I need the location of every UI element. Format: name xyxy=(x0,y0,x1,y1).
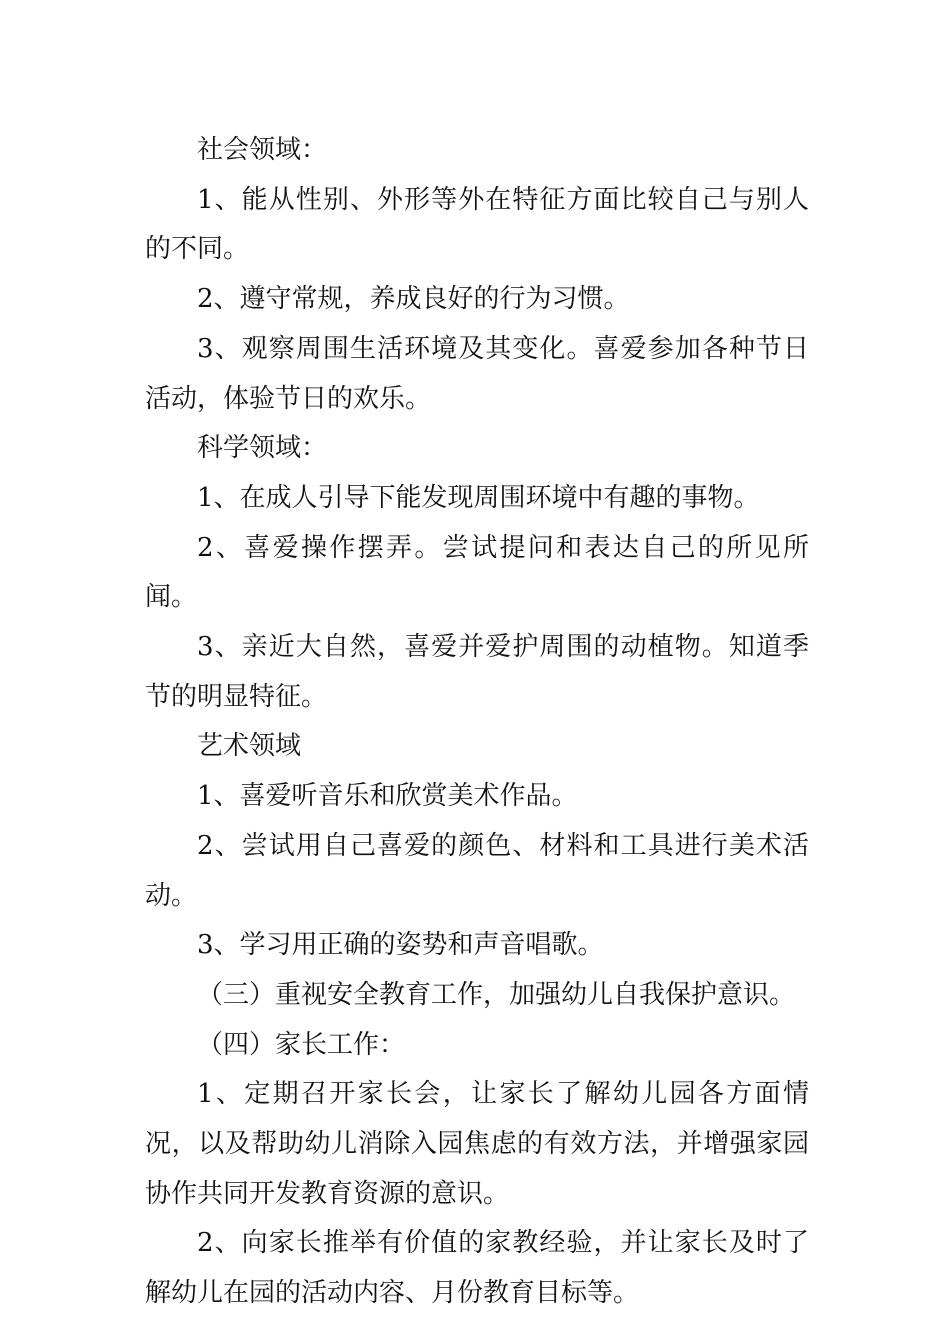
heading-science-domain: 科学领域： xyxy=(197,433,328,464)
science-item-3: 3、亲近大自然，喜爱并爱护周围的动植物。知道季节的明显特征。 xyxy=(145,632,809,712)
science-item-2: 2、喜爱操作摆弄。尝试提问和表达自己的所见所闻。 xyxy=(145,532,809,613)
art-item-3: 3、学习用正确的姿势和声音唱歌。 xyxy=(197,930,604,961)
document-body xyxy=(145,126,809,1319)
science-item-1: 1、在成人引导下能发现周围环境中有趣的事物。 xyxy=(197,482,760,513)
heading-social-domain: 社会领域： xyxy=(197,135,328,165)
section-parent-work: （四）家长工作： xyxy=(197,1029,406,1060)
parent-item-2: 2、向家长推举有价值的家教经验，并让家长及时了解幼儿在园的活动内容、月份教育目标等。 xyxy=(145,1228,809,1309)
parent-item-1: 1、定期召开家长会，让家长了解幼儿园各方面情况，以及帮助幼儿消除入园焦虑的有效方法，并增强家园协作共同开发教育资源的意识。 xyxy=(145,1079,809,1209)
art-item-1: 1、喜爱听音乐和欣赏美术作品。 xyxy=(197,781,578,812)
social-item-3: 3、观察周围生活环境及其变化。喜爱参加各种节日活动，体验节日的欢乐。 xyxy=(145,333,809,414)
art-item-2: 2、尝试用自己喜爱的颜色、材料和工具进行美术活动。 xyxy=(145,830,809,911)
heading-art-domain: 艺术领域 xyxy=(197,731,302,762)
social-item-1: 1、能从性别、外形等外在特征方面比较自己与别人的不同。 xyxy=(145,184,809,265)
section-safety-education: （三）重视安全教育工作，加强幼儿自我保护意识。 xyxy=(197,979,796,1010)
social-item-2: 2、遵守常规，养成良好的行为习惯。 xyxy=(197,284,630,315)
